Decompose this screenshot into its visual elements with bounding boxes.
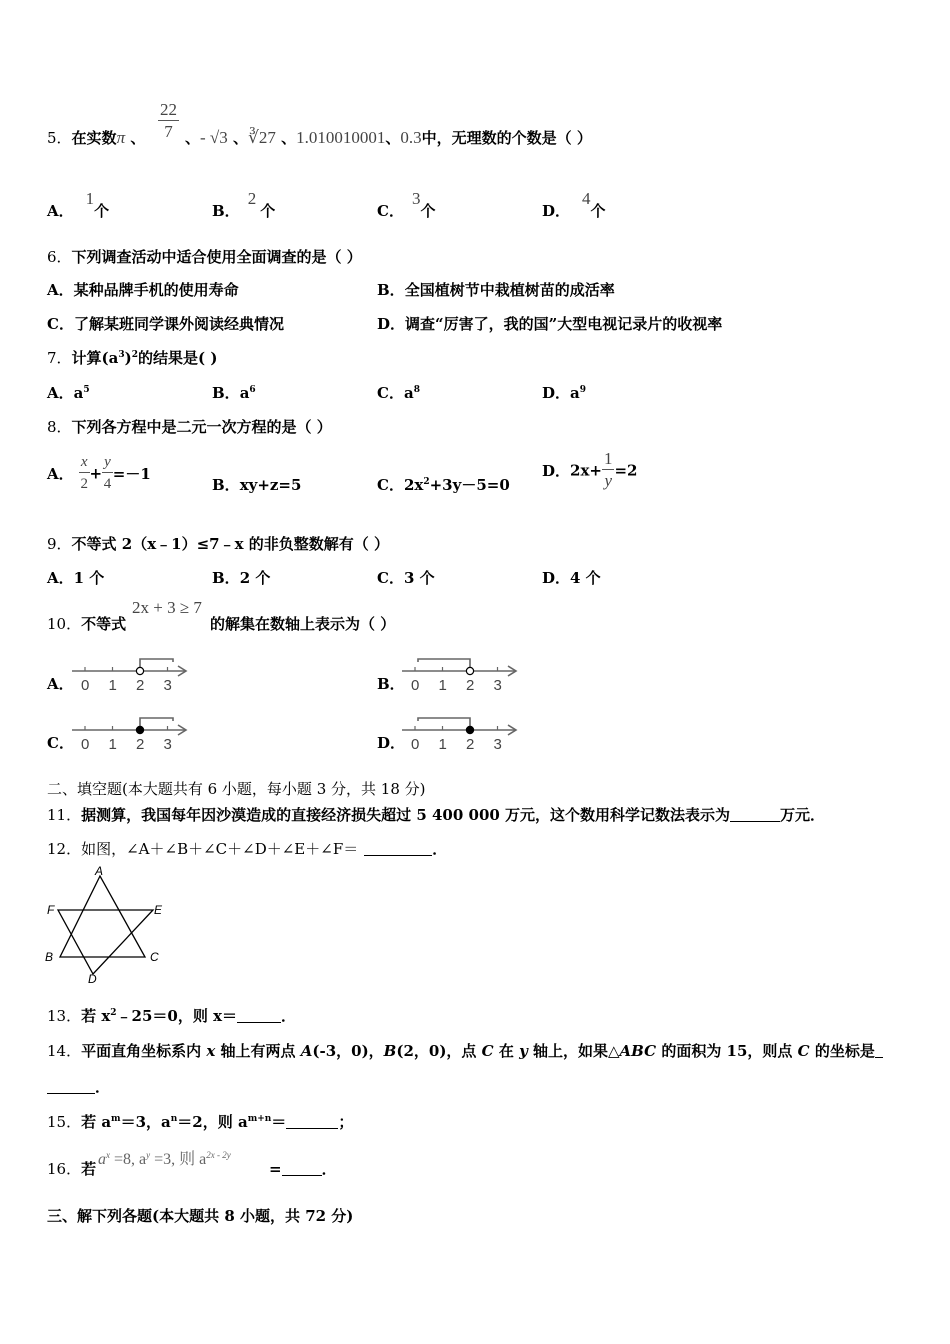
q5-neg-sqrt: - √3 bbox=[200, 128, 228, 147]
q7-b-label: B． bbox=[212, 384, 240, 402]
q5-option-c bbox=[377, 185, 435, 221]
q15-mid2: ＝2，则 a bbox=[177, 1113, 248, 1131]
q11-number: 11． bbox=[47, 806, 82, 824]
q5-rest bbox=[185, 127, 592, 148]
q11-post: 万元． bbox=[780, 806, 826, 824]
q9-d-label: D． bbox=[542, 569, 571, 587]
q7-b-exp: 6 bbox=[249, 385, 256, 395]
q14-p3: (-3，0)， bbox=[312, 1042, 384, 1060]
q7-sup2: 2 bbox=[131, 350, 139, 360]
q14-y: y bbox=[519, 1042, 528, 1060]
q14-p2: 轴上有两点 bbox=[215, 1042, 301, 1060]
q16-line bbox=[47, 1158, 96, 1179]
q5-option-d bbox=[542, 185, 606, 221]
q8-a-rhs: =－1 bbox=[112, 465, 151, 483]
q14-p8: 的坐标是 bbox=[809, 1042, 875, 1060]
q6-option-b bbox=[377, 279, 615, 300]
q9-c-text: 3 个 bbox=[403, 569, 435, 587]
q7-option-c bbox=[377, 382, 420, 403]
solution-bracket bbox=[140, 659, 173, 668]
q5-post: 中，无理数的个数是（ ） bbox=[421, 129, 592, 147]
q7-d-exp: 9 bbox=[579, 385, 587, 395]
q14-a: A bbox=[300, 1042, 313, 1060]
q10-b-label: B． bbox=[377, 675, 405, 693]
q5-frac-den: 7 bbox=[164, 122, 173, 141]
q8-number: 8． bbox=[47, 418, 72, 436]
q14-number: 14． bbox=[47, 1042, 82, 1060]
q7-option-d bbox=[542, 382, 586, 403]
q5-c-label: C． bbox=[377, 202, 404, 220]
q11-line bbox=[47, 804, 825, 825]
q8-a-label: A． bbox=[47, 465, 74, 483]
tick-label: 1 bbox=[108, 736, 117, 753]
label-f: F bbox=[47, 903, 55, 917]
q7-pre: 计算(a bbox=[71, 349, 119, 367]
filled-dot bbox=[466, 726, 473, 733]
q8-b-label: B． bbox=[212, 476, 240, 494]
q8-option-a bbox=[47, 452, 151, 495]
q5-sep4: 、 bbox=[281, 129, 297, 147]
q15-sup3: m+n bbox=[247, 1114, 272, 1124]
q5-a-unit: 个 bbox=[94, 202, 110, 220]
q15-line bbox=[47, 1111, 353, 1132]
q14-answer-blank-1[interactable] bbox=[875, 1043, 883, 1058]
section-2-title: 二、填空题(本大题共有 6 小题，每小题 3 分，共 18 分) bbox=[47, 780, 426, 798]
q5-c-unit: 个 bbox=[420, 202, 436, 220]
tick-label: 1 bbox=[108, 677, 117, 694]
tick-label: 3 bbox=[163, 677, 172, 694]
q16-sup-x: x bbox=[106, 1150, 110, 1160]
q13-line bbox=[47, 1005, 296, 1026]
q8-option-c bbox=[377, 474, 510, 495]
q6-c-label: C． bbox=[47, 315, 74, 333]
number-line-b bbox=[400, 652, 525, 697]
q15-post: ＝ bbox=[271, 1113, 287, 1131]
q6-b-label: B． bbox=[377, 281, 405, 299]
number-line-a bbox=[70, 652, 195, 697]
q14-abc: ABC bbox=[619, 1042, 657, 1060]
q5-number: 5． bbox=[47, 129, 72, 147]
q5-option-a bbox=[47, 185, 109, 221]
q13-post: ﹣25＝0，则 x＝ bbox=[116, 1007, 238, 1025]
q9-c-label: C． bbox=[377, 569, 404, 587]
q12-answer-blank[interactable] bbox=[364, 841, 432, 856]
q9-b-label: B． bbox=[212, 569, 240, 587]
q9-stem bbox=[47, 533, 389, 554]
q7-a-exp: 5 bbox=[83, 385, 90, 395]
q8-c-sup: 2 bbox=[423, 477, 430, 487]
q15-end: ； bbox=[338, 1113, 354, 1131]
q11-text: 据测算，我国每年因沙漠造成的直接经济损失超过 5 400 000 万元，这个数用科学记数法表示为 bbox=[81, 806, 731, 824]
q5-pi: π bbox=[116, 128, 126, 147]
tick-label: 2 bbox=[136, 736, 145, 753]
q10-inequality: 2x + 3 ≥ 7 bbox=[132, 598, 202, 617]
q16-a1: a bbox=[98, 1151, 106, 1168]
q5-option-b bbox=[212, 185, 275, 221]
q8-c-post: +3y－5=0 bbox=[429, 476, 510, 494]
q16-pre: 若 bbox=[81, 1160, 97, 1178]
number-line-c bbox=[70, 711, 195, 756]
q5-b-value: 2 bbox=[247, 189, 257, 208]
q6-a-label: A． bbox=[47, 281, 74, 299]
q9-b-text: 2 个 bbox=[239, 569, 271, 587]
q15-pre: 若 a bbox=[81, 1113, 112, 1131]
q12-line bbox=[47, 838, 447, 859]
q6-d-text: 调查“厉害了，我的国”大型电视记录片的收视率 bbox=[405, 315, 723, 333]
q13-number: 13． bbox=[47, 1007, 82, 1025]
q8-a-f2-num: y bbox=[102, 452, 113, 473]
q15-number: 15． bbox=[47, 1113, 82, 1131]
q7-a-label: A． bbox=[47, 384, 74, 402]
q8-a-f2-den: 4 bbox=[103, 476, 112, 492]
q8-option-d bbox=[542, 449, 637, 492]
q8-stem bbox=[47, 416, 332, 437]
q10-d-label: D． bbox=[377, 734, 406, 752]
q9-option-c bbox=[377, 567, 435, 588]
q8-d-num: 1 bbox=[603, 449, 613, 468]
q16-e1: =8, a bbox=[110, 1151, 147, 1168]
tick-label: 2 bbox=[466, 736, 475, 753]
q14-c: C bbox=[481, 1042, 494, 1060]
filled-dot bbox=[136, 726, 143, 733]
tick-label: 0 bbox=[411, 736, 420, 753]
q7-number: 7． bbox=[47, 349, 72, 367]
q5-cbrt: ∛27 bbox=[248, 128, 276, 147]
q15-mid1: ＝3，a bbox=[120, 1113, 171, 1131]
q16-post: = bbox=[269, 1160, 282, 1178]
q6-option-a bbox=[47, 279, 239, 300]
q5-d-label: D． bbox=[542, 202, 571, 220]
q7-d-label: D． bbox=[542, 384, 571, 402]
q11-answer-blank[interactable] bbox=[730, 807, 780, 822]
tick-label: 2 bbox=[136, 677, 145, 694]
q16-expression bbox=[98, 1146, 231, 1169]
q7-sup1: 3 bbox=[118, 350, 125, 360]
tick-label: 1 bbox=[438, 736, 447, 753]
q14-p4: (2，0)，点 bbox=[396, 1042, 482, 1060]
q5-sep2: 、 bbox=[185, 129, 201, 147]
q5-d-unit: 个 bbox=[590, 202, 606, 220]
tick-label: 1 bbox=[438, 677, 447, 694]
q9-a-text: 1 个 bbox=[73, 569, 105, 587]
q7-post: 的结果是( ) bbox=[138, 349, 218, 367]
q8-d-post: =2 bbox=[614, 461, 638, 480]
q8-c-label: C． bbox=[377, 476, 404, 494]
q5-a-label: A． bbox=[47, 202, 74, 220]
q13-end: ． bbox=[281, 1007, 297, 1025]
tick-label: 0 bbox=[81, 677, 90, 694]
label-c: C bbox=[150, 950, 159, 964]
q10-c-label: C． bbox=[47, 734, 74, 752]
q6-text: 下列调查活动中适合使用全面调查的是（ ） bbox=[71, 248, 362, 266]
q5-sep1: 、 bbox=[130, 129, 146, 147]
q5-c-value: 3 bbox=[411, 189, 421, 208]
section-3-title: 三、解下列各题(本大题共 8 小题，共 72 分) bbox=[47, 1207, 354, 1225]
q5-pre: 在实数 bbox=[71, 129, 117, 147]
open-dot bbox=[466, 667, 473, 674]
tick-label: 0 bbox=[411, 677, 420, 694]
q8-option-b bbox=[212, 474, 301, 495]
q8-d-label: D． bbox=[542, 462, 571, 480]
solution-bracket bbox=[418, 659, 470, 668]
q8-b-text: xy+z=5 bbox=[239, 476, 302, 494]
q8-c-pre: 2x bbox=[403, 476, 424, 494]
q12-star-figure bbox=[40, 862, 170, 987]
q6-stem bbox=[47, 246, 362, 267]
q6-number: 6． bbox=[47, 248, 72, 266]
tick-label: 2 bbox=[466, 677, 475, 694]
q5-a-value: 1 bbox=[85, 189, 95, 208]
q8-d-pre: 2x+ bbox=[570, 461, 602, 480]
label-e: E bbox=[154, 903, 163, 917]
q8-a-plus: + bbox=[89, 464, 103, 483]
q8-d-den: y bbox=[604, 471, 612, 490]
q14-c2: C bbox=[797, 1042, 810, 1060]
q13-pre: 若 x bbox=[81, 1007, 111, 1025]
tick-label: 3 bbox=[493, 736, 502, 753]
q12-number: 12． bbox=[47, 840, 82, 858]
q7-stem bbox=[47, 347, 217, 368]
triangle-def bbox=[58, 910, 153, 974]
q16-sup-3: 2x - 2y bbox=[206, 1150, 231, 1160]
q13-sup: 2 bbox=[110, 1008, 117, 1018]
q10-post: 的解集在数轴上表示为（ ） bbox=[210, 615, 396, 633]
solution-bracket bbox=[418, 718, 470, 727]
q7-mid: ) bbox=[124, 349, 132, 367]
q10-stem bbox=[47, 613, 126, 634]
q13-answer-blank[interactable] bbox=[237, 1008, 281, 1023]
q6-option-d bbox=[377, 313, 722, 334]
q15-sup1: m bbox=[111, 1114, 121, 1124]
q14-p5: 在 bbox=[493, 1042, 520, 1060]
q7-d-base: a bbox=[570, 384, 580, 402]
q7-option-b bbox=[212, 382, 256, 403]
q10-pre: 不等式 bbox=[81, 615, 127, 633]
q9-option-b bbox=[212, 567, 270, 588]
q6-b-text: 全国植树节中栽植树苗的成活率 bbox=[404, 281, 615, 299]
q16-answer-blank[interactable] bbox=[282, 1161, 322, 1176]
q16-e2: =3, 则 a bbox=[150, 1151, 207, 1168]
q5-line bbox=[47, 127, 145, 148]
q9-option-a bbox=[47, 567, 104, 588]
q14-line-2 bbox=[47, 1076, 110, 1097]
q12-post: ． bbox=[432, 840, 448, 858]
label-d: D bbox=[88, 972, 97, 986]
q14-end: ． bbox=[95, 1078, 111, 1096]
q14-answer-blank-2[interactable] bbox=[47, 1079, 95, 1094]
q9-option-d bbox=[542, 567, 601, 588]
q6-c-text: 了解某班同学课外阅读经典情况 bbox=[73, 315, 284, 333]
q14-p6: 轴上，如果△ bbox=[527, 1042, 620, 1060]
q12-text: 如图，∠A＋∠B＋∠C＋∠D＋∠E＋∠F＝ bbox=[81, 840, 359, 858]
q14-line bbox=[47, 1040, 883, 1061]
label-a: A bbox=[95, 864, 104, 878]
q7-b-base: a bbox=[239, 384, 250, 402]
q8-a-f1-num: x bbox=[79, 452, 90, 473]
q14-p1: 平面直角坐标系内 bbox=[81, 1042, 207, 1060]
q5-d-value: 4 bbox=[582, 189, 591, 208]
q5-sep5: 、 bbox=[385, 129, 401, 147]
q9-text: 不等式 2（x﹣1）≤7﹣x 的非负整数解有（ ） bbox=[71, 535, 389, 553]
q5-b-unit: 个 bbox=[260, 202, 276, 220]
q5-frac-num: 22 bbox=[160, 100, 177, 119]
q7-a-base: a bbox=[73, 384, 84, 402]
q6-option-c bbox=[47, 313, 284, 334]
q10-a-label: A． bbox=[47, 675, 74, 693]
tick-label: 0 bbox=[81, 736, 90, 753]
q14-p7: 的面积为 15，则点 bbox=[656, 1042, 798, 1060]
triangle-abc bbox=[60, 876, 145, 957]
q9-a-label: A． bbox=[47, 569, 74, 587]
q6-a-text: 某种品牌手机的使用寿命 bbox=[73, 281, 239, 299]
q15-sup2: n bbox=[170, 1114, 178, 1124]
q5-sep3: 、 bbox=[233, 129, 249, 147]
q16-end: ． bbox=[321, 1160, 337, 1178]
q5-b-label: B． bbox=[212, 202, 240, 220]
q8-a-f1-den: 2 bbox=[80, 476, 88, 492]
q7-option-a bbox=[47, 382, 90, 403]
q9-d-text: 4 个 bbox=[570, 569, 601, 587]
label-b: B bbox=[45, 950, 54, 964]
tick-label: 3 bbox=[493, 677, 502, 694]
q16-tail bbox=[269, 1158, 337, 1179]
q14-b: B bbox=[383, 1042, 397, 1060]
q10-number: 10． bbox=[47, 615, 82, 633]
solution-bracket bbox=[140, 718, 173, 727]
open-dot bbox=[136, 667, 143, 674]
q7-c-exp: 8 bbox=[413, 385, 420, 395]
q16-sup-y: y bbox=[146, 1150, 151, 1160]
q8-text: 下列各方程中是二元一次方程的是（ ） bbox=[71, 418, 332, 436]
tick-label: 3 bbox=[163, 736, 172, 753]
q7-c-base: a bbox=[403, 384, 414, 402]
q6-d-label: D． bbox=[377, 315, 406, 333]
number-line-d bbox=[400, 711, 525, 756]
q16-number: 16． bbox=[47, 1160, 82, 1178]
q14-x: x bbox=[206, 1042, 216, 1060]
q15-answer-blank[interactable] bbox=[286, 1114, 338, 1129]
q5-dec2: 0.3 bbox=[400, 128, 422, 147]
q5-fraction bbox=[158, 100, 179, 143]
q9-number: 9． bbox=[47, 535, 72, 553]
q7-c-label: C． bbox=[377, 384, 404, 402]
q5-dec1: 1.010010001 bbox=[296, 128, 386, 147]
